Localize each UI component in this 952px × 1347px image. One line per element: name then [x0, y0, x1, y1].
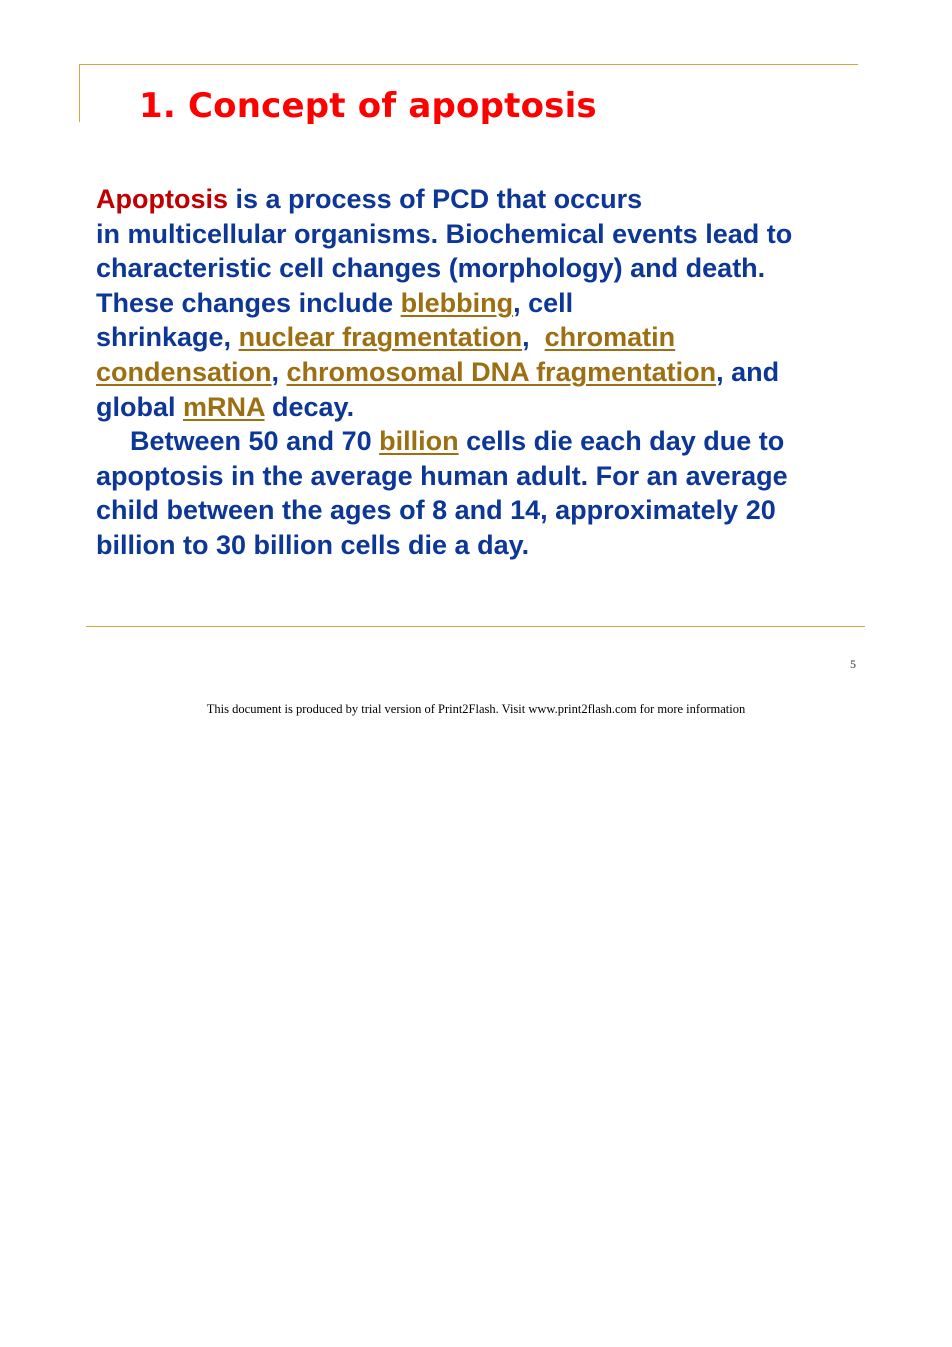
body-line-3: characteristic cell changes (morphology) and death.: [96, 253, 766, 284]
body-text-fragment: , cell: [513, 287, 574, 318]
term-apoptosis: Apoptosis: [96, 184, 228, 214]
body-text-fragment: shrinkage,: [96, 322, 239, 353]
body-line-10: child between the ages of 8 and 14, approximately 20: [96, 495, 776, 526]
body-text-fragment: ,: [522, 322, 545, 353]
body-text-fragment: , and: [716, 356, 780, 387]
body-line-4: [96, 286, 856, 321]
link-condensation[interactable]: condensation: [96, 356, 272, 387]
trial-version-notice: This document is produced by trial version of Print2Flash. Visit www.print2flash.com for more information: [206, 702, 746, 716]
frame-top-rule: [79, 64, 858, 65]
body-line-6: [96, 355, 856, 390]
slide-body: [96, 182, 856, 563]
link-billion[interactable]: billion: [379, 426, 459, 457]
body-line-1: [96, 182, 856, 217]
body-line-5: [96, 320, 856, 355]
body-line-2: in multicellular organisms. Biochemical events lead to: [96, 218, 793, 249]
page-number: 5: [850, 657, 856, 671]
bottom-rule: [86, 626, 865, 627]
body-text-fragment: ,: [271, 356, 287, 387]
slide-title: 1. Concept of apoptosis: [139, 86, 597, 126]
link-nuclear-fragmentation[interactable]: nuclear fragmentation: [238, 322, 523, 353]
body-text-fragment: Between 50 and 70: [130, 426, 380, 457]
link-blebbing[interactable]: blebbing: [400, 287, 514, 318]
frame-left-rule: [79, 64, 80, 122]
body-text-fragment: decay.: [264, 391, 355, 422]
link-chromatin[interactable]: chromatin: [544, 322, 676, 353]
body-line-11: billion to 30 billion cells die a day.: [96, 529, 530, 560]
link-mrna[interactable]: mRNA: [183, 391, 265, 422]
link-chromosomal-dna-fragmentation[interactable]: chromosomal DNA fragmentation: [286, 356, 717, 387]
body-text-fragment: is a process of PCD that occurs: [228, 184, 643, 214]
body-text-fragment: global: [96, 391, 183, 422]
body-line-9: apoptosis in the average human adult. For an average: [96, 460, 788, 491]
body-text-fragment: cells die each day due to: [458, 426, 785, 457]
body-line-7: [96, 390, 856, 425]
body-line-8: [96, 424, 856, 459]
body-text-fragment: These changes include: [96, 287, 401, 318]
